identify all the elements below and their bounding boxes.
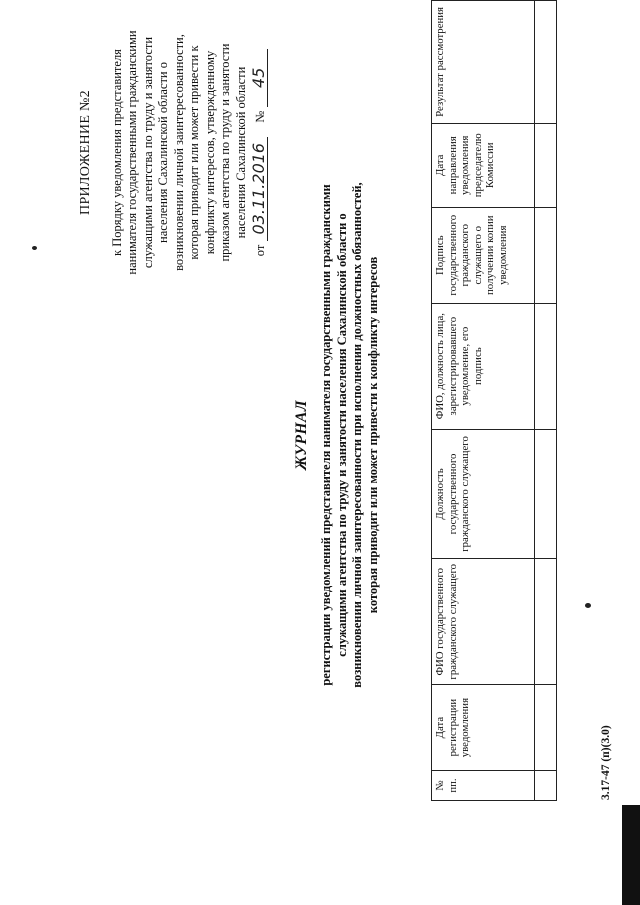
scan-edge-bar xyxy=(622,805,640,905)
subtitle-line: регистрации уведомлений представителя нанимателя государственными гражданскими xyxy=(319,184,333,686)
appendix-line: населения Сахалинской области xyxy=(233,66,248,239)
subtitle-line: служащими агентства по труду и занятости населения Сахалинской области о xyxy=(334,213,349,657)
subtitle-line: возникновении личной заинтересованности при исполнении должностных обязанностей, xyxy=(350,182,364,688)
scan-speck xyxy=(585,603,591,608)
table-row xyxy=(535,1,557,801)
table-cell xyxy=(535,429,557,559)
from-label: от xyxy=(252,244,267,257)
column-header-sent-to-commission-date: Дата направления уведомления председателю Комиссии xyxy=(432,123,535,207)
handwritten-date: 03.11.2016 xyxy=(251,137,268,241)
table-cell xyxy=(535,559,557,685)
appendix-line: нанимателя государственными гражданскими xyxy=(125,30,139,275)
appendix-line: приказом агентства по труду и занятости xyxy=(218,43,232,262)
column-header-employee-name: ФИО государственного гражданского служащего xyxy=(432,559,535,685)
table-cell xyxy=(535,771,557,801)
appendix-line: которая приводит или может привести к xyxy=(187,45,201,260)
column-header-registration-date: Дата регистрации уведомления xyxy=(432,685,535,771)
journal-subtitle xyxy=(319,125,381,745)
handwritten-number: 45 xyxy=(251,49,268,107)
number-label: № xyxy=(252,110,267,123)
column-header-copy-signature: Подпись государственного гражданского служащего о получении копии уведомления xyxy=(432,207,535,303)
table-cell xyxy=(535,123,557,207)
order-reference xyxy=(251,20,268,285)
column-header-result: Результат рассмотрения xyxy=(432,1,535,124)
appendix-block xyxy=(78,20,268,285)
column-header-number: № пп. xyxy=(432,771,535,801)
table-header-row xyxy=(432,1,535,801)
appendix-line: к Порядку уведомления представителя xyxy=(109,49,124,256)
table-cell xyxy=(535,685,557,771)
journal-heading xyxy=(293,125,381,745)
appendix-line: служащими агентства по труду и занятости xyxy=(140,36,155,269)
table-cell xyxy=(535,1,557,124)
form-code: 3.17-47 (п)(3.0) xyxy=(600,725,612,800)
appendix-line: конфликту интересов, утвержденному xyxy=(202,50,217,255)
column-header-registrar: ФИО, должность лица, зарегистрировавшего уведомление, его подпись xyxy=(432,303,535,429)
appendix-line: населения Сахалинской области о xyxy=(156,62,170,243)
journal-title: ЖУРНАЛ xyxy=(293,400,310,470)
table-cell xyxy=(535,207,557,303)
column-header-employee-position: Должность государственного гражданского служащего xyxy=(432,429,535,559)
appendix-title: ПРИЛОЖЕНИЕ №2 xyxy=(78,90,93,215)
journal-table xyxy=(431,0,557,801)
appendix-line: возникновении личной заинтересованности, xyxy=(171,34,186,271)
table-cell xyxy=(535,303,557,429)
scan-speck xyxy=(32,246,37,250)
subtitle-line: которая приводит или может привести к конфликту интересов xyxy=(365,256,380,614)
